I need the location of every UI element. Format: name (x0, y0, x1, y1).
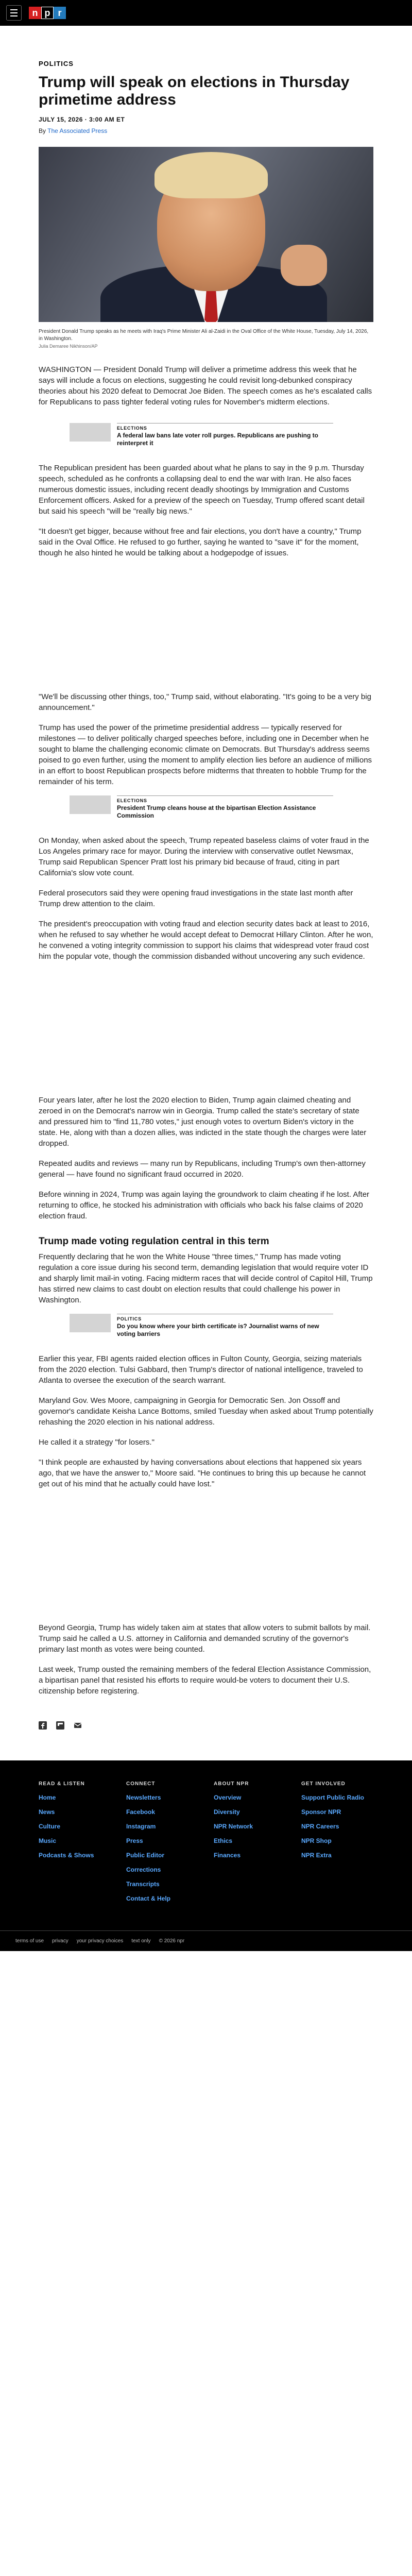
footer-column-title: GET INVOLVED (301, 1781, 346, 1787)
hero-image (39, 147, 373, 322)
related-story-3[interactable] (70, 1314, 373, 1338)
footer-column (126, 1781, 198, 1909)
flipboard-icon[interactable] (56, 1721, 64, 1730)
paragraph: The Republican president has been guarded about what he plans to say in the 9 p.m. Thursday speech, scheduled as he confronts a collapsing deal to end the war with Iran. He also faces numerous domestic issues, including recent deadly shootings by Immigration and Customs Enforcement officers. Asked for a preview of the speech on Tuesday, Trump offered scant detail but said his speech "will be "really big news." (39, 464, 365, 516)
byline-author-link[interactable]: The Associated Press (47, 127, 108, 134)
related-story-1[interactable] (70, 423, 373, 447)
paragraph: On Monday, when asked about the speech, Trump repeated baseless claims of voter fraud in the Los Angeles primary race for mayor. During the interview with conservative outlet Newsmax, Trump said Republican Spencer Pratt lost his primary bid because of fraud, citing in part California's slow vote count. (39, 836, 369, 877)
related-text (117, 1314, 333, 1338)
byline-prefix: By (39, 127, 46, 134)
top-navigation-bar (0, 0, 412, 26)
headline: Trump will speak on elections in Thursday primetime address (39, 74, 350, 108)
footer-link[interactable]: Sponsor NPR (301, 1808, 341, 1816)
paragraph: Trump has used the power of the primetime presidential address — typically reserved for milestones — to deliver politically charged speeches before, including one in December when he sought to blame the challenging economic climate on Democrats. But Thursday's address seems poised to go even further, using the moment to amplify election lies before an audience of millions in an effort to boost Republican prospects before midterms that threaten to hobble Trump for the remainder of his term. (39, 723, 372, 786)
paragraph: "It doesn't get bigger, because without free and fair elections, you don't have a country," Trump said in the Oval Office. He refused to go further, saying he wanted to "save it" for the moment, though he also hinted he would be talking about a hodgepodge of issues. (39, 527, 362, 557)
footer-column-title: ABOUT NPR (214, 1781, 249, 1787)
hero-hand-shape (281, 245, 327, 286)
footer-link[interactable]: Ethics (214, 1837, 233, 1844)
dateline: JULY 15, 2026 · 3:00 AM ET (39, 116, 125, 123)
hamburger-line-icon (10, 9, 18, 10)
facebook-icon[interactable] (39, 1721, 47, 1730)
footer-link[interactable]: Press (126, 1837, 143, 1844)
article (39, 60, 373, 1730)
footer-column (39, 1781, 111, 1909)
related-kicker: ELECTIONS (117, 798, 147, 803)
paragraph: Last week, Trump ousted the remaining members of the federal Election Assistance Commission, a bipartisan panel that resisted his efforts to require would-be voters to document their U.S. citizenship before registering. (39, 1665, 371, 1696)
related-kicker: ELECTIONS (117, 426, 147, 431)
footer-link[interactable]: Facebook (126, 1808, 156, 1816)
footer-link[interactable]: Public Editor (126, 1852, 165, 1859)
footer-link[interactable]: Corrections (126, 1866, 161, 1873)
footer-bottom-link[interactable]: text only (131, 1938, 151, 1944)
image-credit: Julia Demaree Nikhinson/AP (39, 344, 98, 349)
logo-letter-n: n (29, 7, 41, 19)
related-thumbnail (70, 423, 111, 442)
footer-bottom-link[interactable]: privacy (52, 1938, 68, 1944)
paragraph: Repeated audits and reviews — many run by Republicans, including Trump's own then-attorney general — have found no significant fraud occurred in 2020. (39, 1159, 366, 1179)
paragraph: Maryland Gov. Wes Moore, campaigning in Georgia for Democratic Sen. Jon Ossoff and governor's candidate Keisha Lance Bottoms, smiled Tuesday when asked about Trump potentially rehashing the 2020 election in his national address. (39, 1396, 373, 1427)
ad-space (39, 962, 373, 1086)
footer-link[interactable]: Overview (214, 1794, 242, 1801)
paragraph: "We'll be discussing other things, too," Trump said, without elaborating. "It's going to be a very big announcement." (39, 692, 371, 712)
footer-link[interactable]: NPR Extra (301, 1852, 332, 1859)
paragraph: Beyond Georgia, Trump has widely taken aim at states that allow voters to submit ballots by mail. Trump said he called a U.S. attorney in California and demanded scrutiny of the governor's primary last month as votes were being counted. (39, 1623, 371, 1654)
paragraph: Frequently declaring that he won the White House "three times," Trump has made voting regulation a core issue during his second term, demanding legislation that would require voter ID and sharply limit mail-in voting. Facing midterm races that will decide control of Capitol Hill, Trump has stirred new claims to cast doubt on election results that could challenge his power in Washington. (39, 1252, 373, 1304)
footer-link[interactable]: Support Public Radio (301, 1794, 364, 1801)
email-icon[interactable] (74, 1721, 82, 1730)
paragraph: "I think people are exhausted by having conversations about elections that happened six years ago, that we have the answer to," Moore said. "He continues to bring this up because he cannot get out of his mind that he actually could have lost." (39, 1458, 366, 1488)
hamburger-line-icon (10, 12, 18, 13)
related-story-2[interactable] (70, 795, 373, 820)
footer-link[interactable]: News (39, 1808, 55, 1816)
logo-letter-p: p (41, 7, 54, 19)
paragraph: Federal prosecutors said they were opening fraud investigations in the state last month after Trump drew attention to the claim. (39, 889, 353, 908)
subheading: Trump made voting regulation central in this term (39, 1236, 269, 1247)
related-thumbnail (70, 795, 111, 814)
footer-bottom-link[interactable]: your privacy choices (76, 1938, 124, 1944)
footer-link[interactable]: Home (39, 1794, 56, 1801)
logo-letter-r: r (54, 7, 66, 19)
footer-column (301, 1781, 373, 1909)
site-footer (0, 1760, 412, 1930)
related-thumbnail (70, 1314, 111, 1332)
footer-link[interactable]: Culture (39, 1823, 60, 1830)
related-title[interactable]: A federal law bans late voter roll purges. Republicans are pushing to reinterpret it (117, 432, 318, 447)
hero-hair-shape (154, 152, 268, 198)
paragraph: Earlier this year, FBI agents raided election offices in Fulton County, Georgia, seizing materials from the 2020 election. Tulsi Gabbard, then Trump's director of national intelligence, traveled to Atlanta to oversee the execution of the search warrant. (39, 1354, 363, 1385)
footer-bottom-link[interactable]: terms of use (15, 1938, 44, 1944)
footer-bottom-links (0, 1930, 412, 1951)
related-text (117, 795, 333, 820)
footer-link[interactable]: Transcripts (126, 1880, 160, 1888)
paragraph: Before winning in 2024, Trump was again laying the groundwork to claim cheating if he lost. After returning to office, he stocked his administration with officials who back his false claims of 2020 election fraud. (39, 1190, 370, 1221)
menu-button[interactable] (6, 5, 22, 21)
footer-link[interactable]: NPR Careers (301, 1823, 339, 1830)
paragraph: He called it a strategy "for losers." (39, 1438, 154, 1447)
hamburger-line-icon (10, 15, 18, 16)
section-label[interactable]: POLITICS (39, 60, 74, 67)
footer-columns (39, 1781, 373, 1909)
paragraph: Four years later, after he lost the 2020 election to Biden, Trump again claimed cheating and zeroed in on the Democrat's narrow win in Georgia. Trump called the state's secretary of state and pressured him to "find 11,780 votes," just enough votes to overturn Biden's victory in the state. He, along with than a dozen allies, was indicted in the state though the charges were later dropped. (39, 1096, 367, 1148)
byline (39, 127, 373, 134)
footer-column (214, 1781, 286, 1909)
related-text (117, 423, 333, 447)
footer-link[interactable]: NPR Network (214, 1823, 253, 1830)
related-title[interactable]: Do you know where your birth certificate is? Journalist warns of new voting barriers (117, 1323, 319, 1337)
related-title[interactable]: President Trump cleans house at the bipartisan Election Assistance Commission (117, 804, 316, 819)
footer-column-title: READ & LISTEN (39, 1781, 85, 1787)
footer-bottom-link[interactable]: © 2026 npr (159, 1938, 185, 1944)
share-bar (39, 1721, 373, 1730)
footer-link[interactable]: Music (39, 1837, 57, 1844)
footer-link[interactable]: Contact & Help (126, 1895, 171, 1902)
footer-link[interactable]: Instagram (126, 1823, 156, 1830)
ad-space (39, 558, 373, 682)
image-caption: President Donald Trump speaks as he meets with Iraq's Prime Minister Ali al-Zaidi in the Oval Office of the White House, Tuesday, July 14, 2026, in Washington. (39, 329, 369, 342)
footer-link[interactable]: NPR Shop (301, 1837, 332, 1844)
paragraph: WASHINGTON — President Donald Trump will deliver a primetime address this week that he says will include a focus on elections, suggesting he could revisit long-debunked conspiracy theories about his 2020 defeat to Democrat Joe Biden. The speech comes as he's escalated calls for Republicans to pass tighter federal voting rules for November's midterm elections. (39, 365, 372, 406)
footer-link[interactable]: Podcasts & Shows (39, 1852, 94, 1859)
footer-link[interactable]: Diversity (214, 1808, 240, 1816)
npr-logo[interactable] (29, 7, 66, 19)
footer-link[interactable]: Newsletters (126, 1794, 161, 1801)
footer-link[interactable]: Finances (214, 1852, 241, 1859)
paragraph: The president's preoccupation with voting fraud and election security dates back at least to 2016, when he refused to say whether he would accept defeat to Democrat Hillary Clinton. After he won, he convened a voting integrity commission to support his claims that widespread voter fraud cost him the popular vote, though the commission disbanded without uncovering any such evidence. (39, 920, 373, 961)
ad-space (39, 1489, 373, 1613)
related-kicker: POLITICS (117, 1316, 142, 1321)
footer-column-title: CONNECT (126, 1781, 156, 1787)
